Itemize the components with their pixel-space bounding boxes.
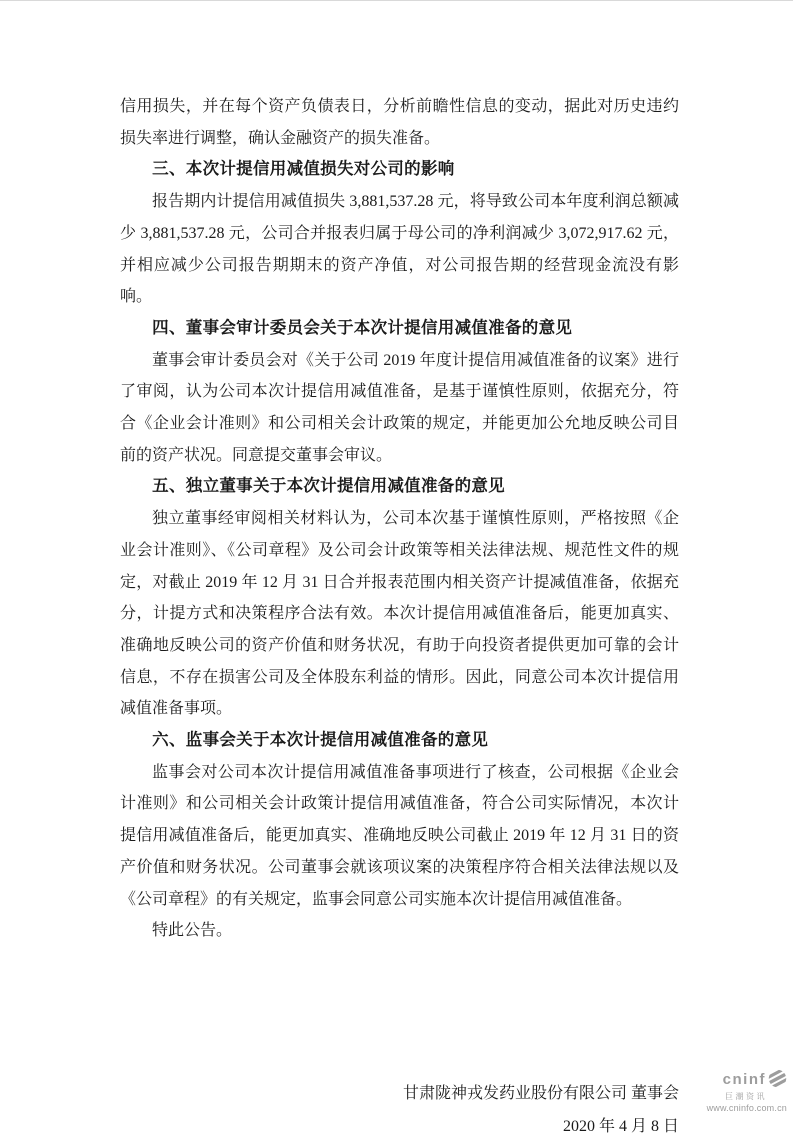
section-heading: 四、董事会审计委员会关于本次计提信用减值准备的意见 [152, 318, 573, 337]
paragraph: 报告期内计提信用减值损失 3,881,537.28 元，将导致公司本年度利润总额减少 3,881,537.28 元，公司合并报表归属于母公司的净利润减少 3,072,917.62 元，并相应减少公司报告期期末的资产净值，对公司报告期的经营现金流没有影响。 [120, 193, 679, 306]
paragraph: 独立董事经审阅相关材料认为，公司本次基于谨慎性原则，严格按照《企业会计准则》、《公司章程》及公司会计政策等相关法律法规、规范性文件的规定，对截止 2019 年 12 月 31 日合并报表范围内相关资产计提减值准备，依据充分，计提方式和决策程序合法有效。本次计提信用减值准备后，能更加真实、准确地反映公司的资产价值和财务状况，有助于向投资者提供更加可靠的会计信息，不存在损害公司及全体股东利益的情形。因此，同意公司本次计提信用减值准备事项。 [120, 510, 679, 718]
section-heading: 六、监事会关于本次计提信用减值准备的意见 [152, 731, 489, 750]
section-heading: 五、独立董事关于本次计提信用减值准备的意见 [152, 477, 505, 496]
signature-block [0, 987, 793, 1143]
document-body [0, 1, 793, 947]
signature-company: 甘肃陇神戎发药业股份有限公司 董事会 [402, 1084, 679, 1102]
paragraph: 特此公告。 [152, 922, 233, 940]
paragraph: 信用损失，并在每个资产负债表日，分析前瞻性信息的变动，据此对历史违约损失率进行调整，确认金融资产的损失准备。 [120, 98, 679, 147]
paragraph: 监事会对公司本次计提信用减值准备事项进行了核查，公司根据《企业会计准则》和公司相关会计政策计提信用减值准备，符合公司实际情况，本次计提信用减值准备后，能更加真实、准确地反映公司截止 2019 年 12 月 31 日的资产价值和财务状况。公司董事会就该项议案的决策程序符合相关法律法规以及《公司章程》的有关规定，监事会同意公司实施本次计提信用减值准备。 [120, 763, 679, 908]
cninfo-brand-text: cninf [722, 1071, 766, 1089]
cninfo-url: www.cninfo.com.cn [706, 1103, 787, 1114]
section-heading: 三、本次计提信用减值损失对公司的影响 [152, 160, 455, 179]
signature-date: 2020 年 4 月 8 日 [562, 1117, 679, 1135]
cninfo-subtitle: 巨潮资讯 [725, 1092, 767, 1102]
cninfo-swirl-icon [768, 1069, 787, 1093]
cninfo-watermark [707, 1069, 787, 1114]
paragraph: 董事会审计委员会对《关于公司 2019 年度计提信用减值准备的议案》进行了审阅，认为公司本次计提信用减值准备，是基于谨慎性原则，依据充分，符合《企业会计准则》和公司相关会计政策的规定，并能更加公允地反映公司目前的资产状况。同意提交董事会审议。 [120, 351, 679, 464]
